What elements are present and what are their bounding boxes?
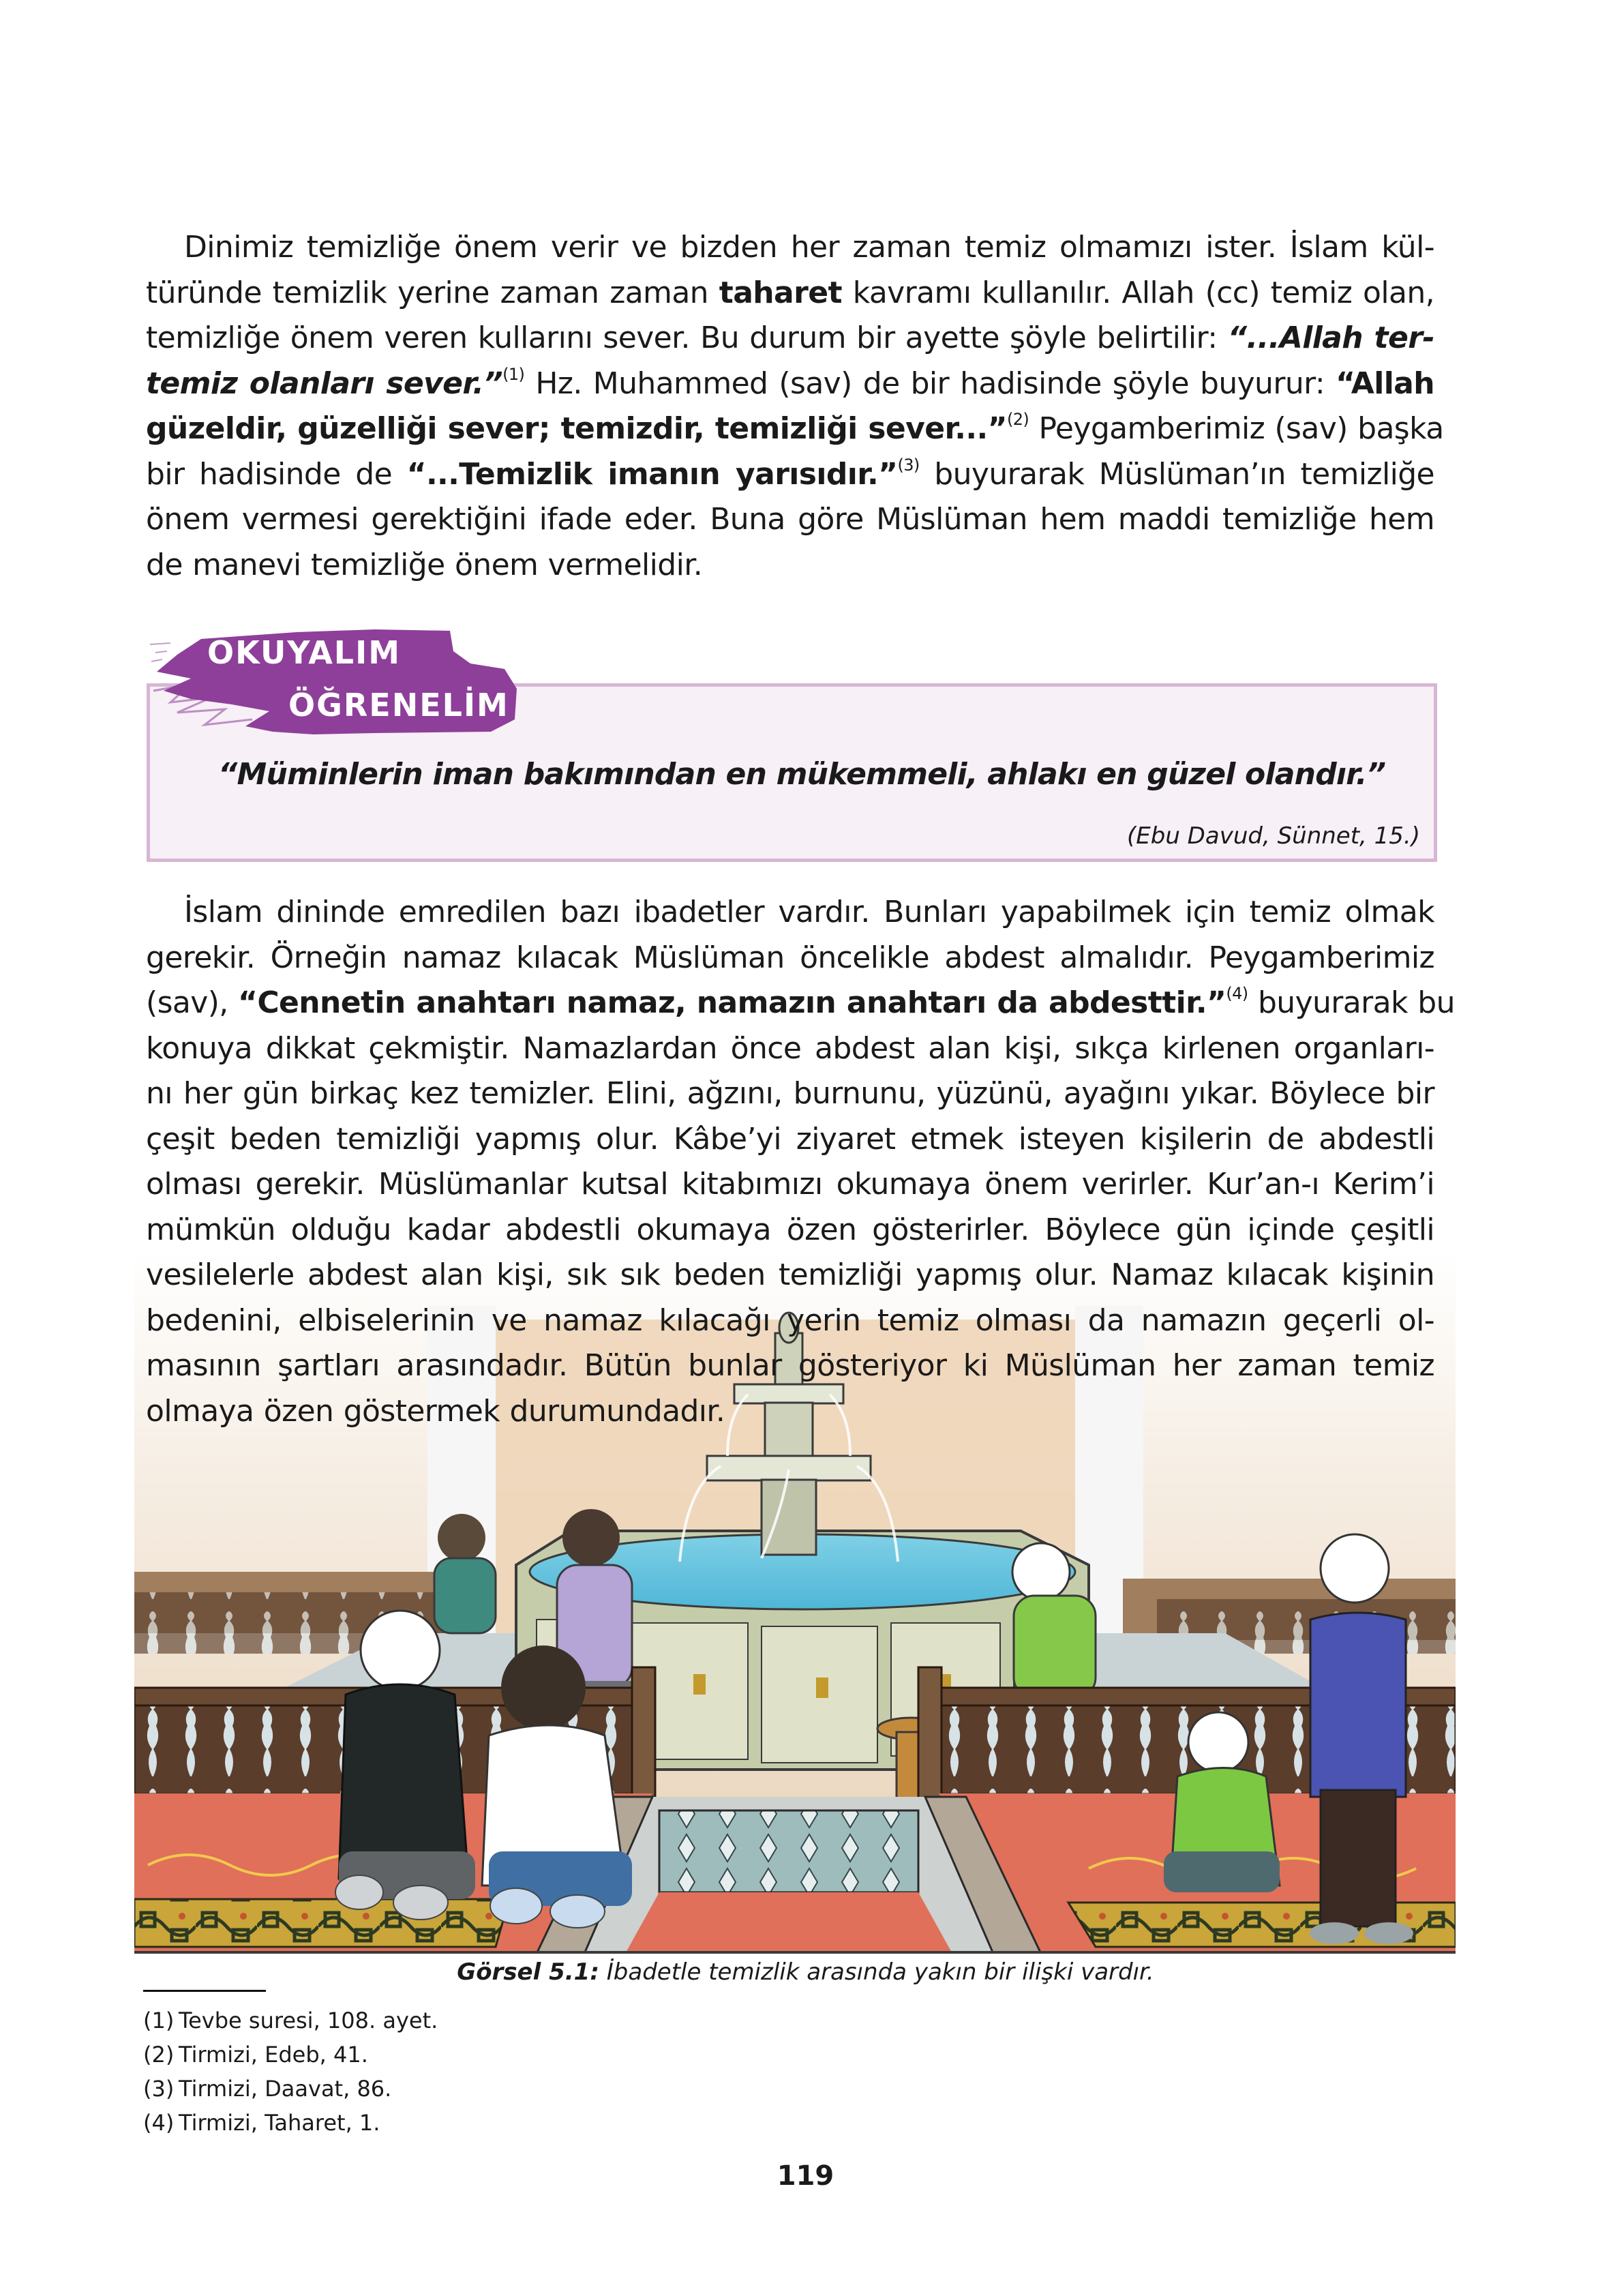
callout-title-line1: OKUYALIM: [207, 634, 402, 671]
footnote-ref: (4): [1226, 984, 1248, 1003]
text-line: olmaya özen göstermek durumundadır.: [146, 1393, 725, 1429]
text-line: mümkün olduğu kadar abdestli okumaya özen gösterirler. Böylece gün içinde çeşitli: [146, 1212, 1434, 1247]
intro-paragraph: [146, 225, 1444, 588]
text-line: masının şartları arasındadır. Bütün bunlar gösteriyor ki Müslüman her zaman temiz: [146, 1348, 1434, 1383]
footnote-divider: [143, 1990, 266, 1992]
footnote-4: (4) Tirmizi, Taharet, 1.: [143, 2110, 380, 2136]
footnote-ref: (2): [1006, 410, 1029, 429]
text-line: Dinimiz temizliğe önem verir ve bizden her zaman temiz olmamızı ister. İslam kül-: [184, 230, 1434, 265]
text-line: bedenini, elbiselerinin ve namaz kılacağı yerin temiz olması da namazın geçerli ol-: [146, 1302, 1434, 1338]
text-line: önem vermesi gerektiğini ifade eder. Buna göre Müslüman hem maddi temizliğe hem: [146, 502, 1434, 537]
callout-title-line2: ÖĞRENELİM: [288, 687, 509, 724]
text-line: de manevi temizliğe önem vermelidir.: [146, 547, 703, 582]
footnote-ref: (1): [502, 364, 525, 384]
figure-label: Görsel 5.1:: [457, 1958, 599, 1986]
text-line: temiz olanları sever.”$^{(1)}$ Hz. Muhammed (sav) de bir hadisinde şöyle buyurur: “Allah: [146, 364, 1434, 401]
text-line: vesilelerle abdest alan kişi, sık sık beden temizliği yapmış olur. Namaz kılacak kişinin: [146, 1257, 1434, 1292]
footnote-3: (3) Tirmizi, Daavat, 86.: [143, 2076, 392, 2102]
footnote-1: (1) Tevbe suresi, 108. ayet.: [143, 2008, 438, 2033]
text-line: gerekir. Örneğin namaz kılacak Müslüman öncelikle abdest almalıdır. Peygamberimiz: [146, 940, 1434, 975]
figure-caption: [0, 1958, 1611, 1986]
text-line: olması gerekir. Müslümanlar kutsal kitabımızı okumaya önem verirler. Kur’an-ı Kerim’i: [146, 1167, 1434, 1202]
text-line: çeşit beden temizliği yapmış olur. Kâbe’yi ziyaret etmek isteyen kişilerin de abdestli: [146, 1121, 1434, 1157]
footnote-ref: (3): [897, 455, 920, 475]
text-line: nı her gün birkaç kez temizler. Elini, ağzını, burnunu, yüzünü, ayağını yıkar. Böylece bir: [146, 1076, 1434, 1111]
hadith-quote: “Müminlerin iman bakımından en mükemmeli, ahlakı en güzel olandır.”: [218, 757, 1386, 792]
hadith-source: (Ebu Davud, Sünnet, 15.): [1127, 822, 1420, 850]
footnote-2: (2) Tirmizi, Edeb, 41.: [143, 2042, 368, 2068]
text-line: konuya dikkat çekmiştir. Namazlardan önce abdest alan kişi, sıkça kirlenen organları-: [146, 1030, 1434, 1066]
page-number: 119: [777, 2160, 834, 2192]
text-line: (sav), “Cennetin anahtarı namaz, namazın anahtarı da abdesttir.”$^{(4)}$ buyurarak bu: [146, 984, 1455, 1020]
text-line: temizliğe önem veren kullarını sever. Bu durum bir ayette şöyle belirtilir: “...Allah ter-: [146, 320, 1434, 355]
text-line: türünde temizlik yerine zaman zaman taharet kavramı kullanılır. Allah (cc) temiz olan,: [146, 275, 1434, 310]
text-line: bir hadisinde de “...Temizlik imanın yarısıdır.”$^{(3)}$ buyurarak Müslüman’ın temizliğe: [146, 455, 1435, 492]
figure-caption-text: İbadetle temizlik arasında yakın bir ilişki vardır.: [599, 1958, 1154, 1986]
body-paragraph: [146, 890, 1455, 1434]
text-line: güzeldir, güzelliği sever; temizdir, temizliği sever...”$^{(2)}$ Peygamberimiz (sav) başka: [146, 410, 1444, 446]
text-line: İslam dininde emredilen bazı ibadetler vardır. Bunları yapabilmek için temiz olmak: [184, 895, 1434, 929]
